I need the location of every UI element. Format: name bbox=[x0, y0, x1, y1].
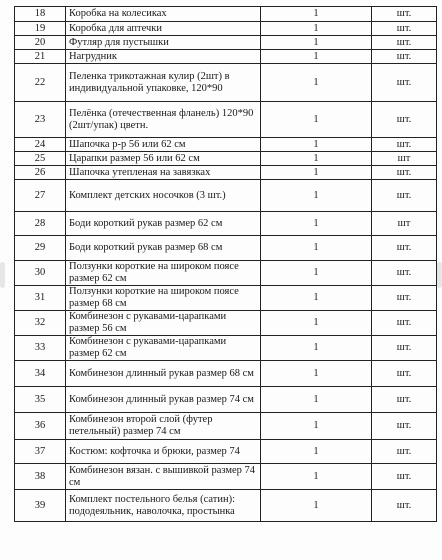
row-number: 26 bbox=[15, 166, 66, 180]
item-quantity: 1 bbox=[261, 166, 372, 180]
item-unit: шт. bbox=[372, 180, 437, 212]
table-row bbox=[15, 440, 437, 464]
row-number: 18 bbox=[15, 7, 66, 22]
item-unit: шт. bbox=[372, 261, 437, 286]
item-quantity: 1 bbox=[261, 212, 372, 236]
item-quantity: 1 bbox=[261, 336, 372, 361]
table-row bbox=[15, 180, 437, 212]
item-quantity: 1 bbox=[261, 387, 372, 413]
row-number: 28 bbox=[15, 212, 66, 236]
item-quantity: 1 bbox=[261, 413, 372, 440]
row-number: 21 bbox=[15, 50, 66, 64]
row-number: 37 bbox=[15, 440, 66, 464]
row-number: 32 bbox=[15, 311, 66, 336]
table-row bbox=[15, 22, 437, 36]
item-unit: шт. bbox=[372, 464, 437, 490]
item-name: Шапочка утепленая на завязках bbox=[66, 166, 261, 180]
table-row bbox=[15, 236, 437, 261]
item-quantity: 1 bbox=[261, 261, 372, 286]
item-unit: шт. bbox=[372, 286, 437, 311]
row-number: 39 bbox=[15, 490, 66, 522]
item-name: Футляр для пустышки bbox=[66, 36, 261, 50]
item-quantity: 1 bbox=[261, 22, 372, 36]
item-unit: шт. bbox=[372, 440, 437, 464]
item-name: Костюм: кофточка и брюки, размер 74 bbox=[66, 440, 261, 464]
item-unit: шт. bbox=[372, 36, 437, 50]
item-quantity: 1 bbox=[261, 464, 372, 490]
item-unit: шт. bbox=[372, 413, 437, 440]
item-quantity: 1 bbox=[261, 440, 372, 464]
item-quantity: 1 bbox=[261, 180, 372, 212]
item-quantity: 1 bbox=[261, 286, 372, 311]
item-quantity: 1 bbox=[261, 236, 372, 261]
table-row bbox=[15, 361, 437, 387]
row-number: 25 bbox=[15, 152, 66, 166]
row-number: 27 bbox=[15, 180, 66, 212]
table-row bbox=[15, 166, 437, 180]
table-row bbox=[15, 212, 437, 236]
table-row bbox=[15, 152, 437, 166]
item-unit: шт. bbox=[372, 387, 437, 413]
left-edge-tab bbox=[0, 262, 5, 288]
row-number: 24 bbox=[15, 138, 66, 152]
table-row bbox=[15, 464, 437, 490]
item-name: Комбинезон вязан. с вышивкой размер 74 см bbox=[66, 464, 261, 490]
table-row bbox=[15, 286, 437, 311]
item-quantity: 1 bbox=[261, 7, 372, 22]
item-unit: шт. bbox=[372, 64, 437, 102]
row-number: 31 bbox=[15, 286, 66, 311]
item-quantity: 1 bbox=[261, 490, 372, 522]
row-number: 33 bbox=[15, 336, 66, 361]
item-unit: шт. bbox=[372, 311, 437, 336]
item-name: Комбинезон длинный рукав размер 74 см bbox=[66, 387, 261, 413]
row-number: 19 bbox=[15, 22, 66, 36]
item-name: Пелёнка (отечественная фланель) 120*90 (2шт/упак) цветн. bbox=[66, 102, 261, 138]
item-unit: шт. bbox=[372, 166, 437, 180]
item-unit: шт. bbox=[372, 138, 437, 152]
row-number: 29 bbox=[15, 236, 66, 261]
row-number: 20 bbox=[15, 36, 66, 50]
item-unit: шт. bbox=[372, 50, 437, 64]
item-name: Коробка на колесиках bbox=[66, 7, 261, 22]
table-row bbox=[15, 7, 437, 22]
item-name: Боди короткий рукав размер 68 см bbox=[66, 236, 261, 261]
table-row bbox=[15, 261, 437, 286]
table-row bbox=[15, 336, 437, 361]
row-number: 30 bbox=[15, 261, 66, 286]
item-quantity: 1 bbox=[261, 361, 372, 387]
item-unit: шт bbox=[372, 152, 437, 166]
item-unit: шт. bbox=[372, 7, 437, 22]
table-row bbox=[15, 387, 437, 413]
item-name: Комбинезон второй слой (футер петельный) размер 74 см bbox=[66, 413, 261, 440]
item-quantity: 1 bbox=[261, 50, 372, 64]
item-name: Комплект детских носочков (3 шт.) bbox=[66, 180, 261, 212]
item-name: Ползунки короткие на широком поясе размер 62 см bbox=[66, 261, 261, 286]
table-row bbox=[15, 413, 437, 440]
item-name: Комплект постельного белья (сатин): пододеяльник, наволочка, простынка bbox=[66, 490, 261, 522]
row-number: 22 bbox=[15, 64, 66, 102]
right-edge-tab bbox=[437, 262, 442, 288]
row-number: 23 bbox=[15, 102, 66, 138]
item-quantity: 1 bbox=[261, 152, 372, 166]
item-name: Комбинезон с рукавами-царапками размер 62 см bbox=[66, 336, 261, 361]
row-number: 38 bbox=[15, 464, 66, 490]
row-number: 34 bbox=[15, 361, 66, 387]
item-name: Пеленка трикотажная кулир (2шт) в индивидуальной упаковке, 120*90 bbox=[66, 64, 261, 102]
items-table bbox=[14, 6, 437, 522]
item-unit: шт. bbox=[372, 236, 437, 261]
item-quantity: 1 bbox=[261, 311, 372, 336]
item-quantity: 1 bbox=[261, 138, 372, 152]
table-row bbox=[15, 50, 437, 64]
item-unit: шт. bbox=[372, 490, 437, 522]
item-name: Царапки размер 56 или 62 см bbox=[66, 152, 261, 166]
item-unit: шт. bbox=[372, 361, 437, 387]
table-row bbox=[15, 102, 437, 138]
item-unit: шт. bbox=[372, 22, 437, 36]
item-name: Ползунки короткие на широком поясе размер 68 см bbox=[66, 286, 261, 311]
table-row bbox=[15, 36, 437, 50]
table-row bbox=[15, 64, 437, 102]
row-number: 36 bbox=[15, 413, 66, 440]
table-row bbox=[15, 490, 437, 522]
table-row bbox=[15, 138, 437, 152]
item-name: Нагрудник bbox=[66, 50, 261, 64]
item-unit: шт bbox=[372, 212, 437, 236]
item-name: Комбинезон с рукавами-царапками размер 56 см bbox=[66, 311, 261, 336]
row-number: 35 bbox=[15, 387, 66, 413]
item-quantity: 1 bbox=[261, 64, 372, 102]
item-quantity: 1 bbox=[261, 102, 372, 138]
item-unit: шт. bbox=[372, 102, 437, 138]
item-name: Шапочка р-р 56 или 62 см bbox=[66, 138, 261, 152]
item-name: Коробка для аптечки bbox=[66, 22, 261, 36]
item-unit: шт. bbox=[372, 336, 437, 361]
item-name: Комбинезон длинный рукав размер 68 см bbox=[66, 361, 261, 387]
item-quantity: 1 bbox=[261, 36, 372, 50]
table-row bbox=[15, 311, 437, 336]
item-name: Боди короткий рукав размер 62 см bbox=[66, 212, 261, 236]
